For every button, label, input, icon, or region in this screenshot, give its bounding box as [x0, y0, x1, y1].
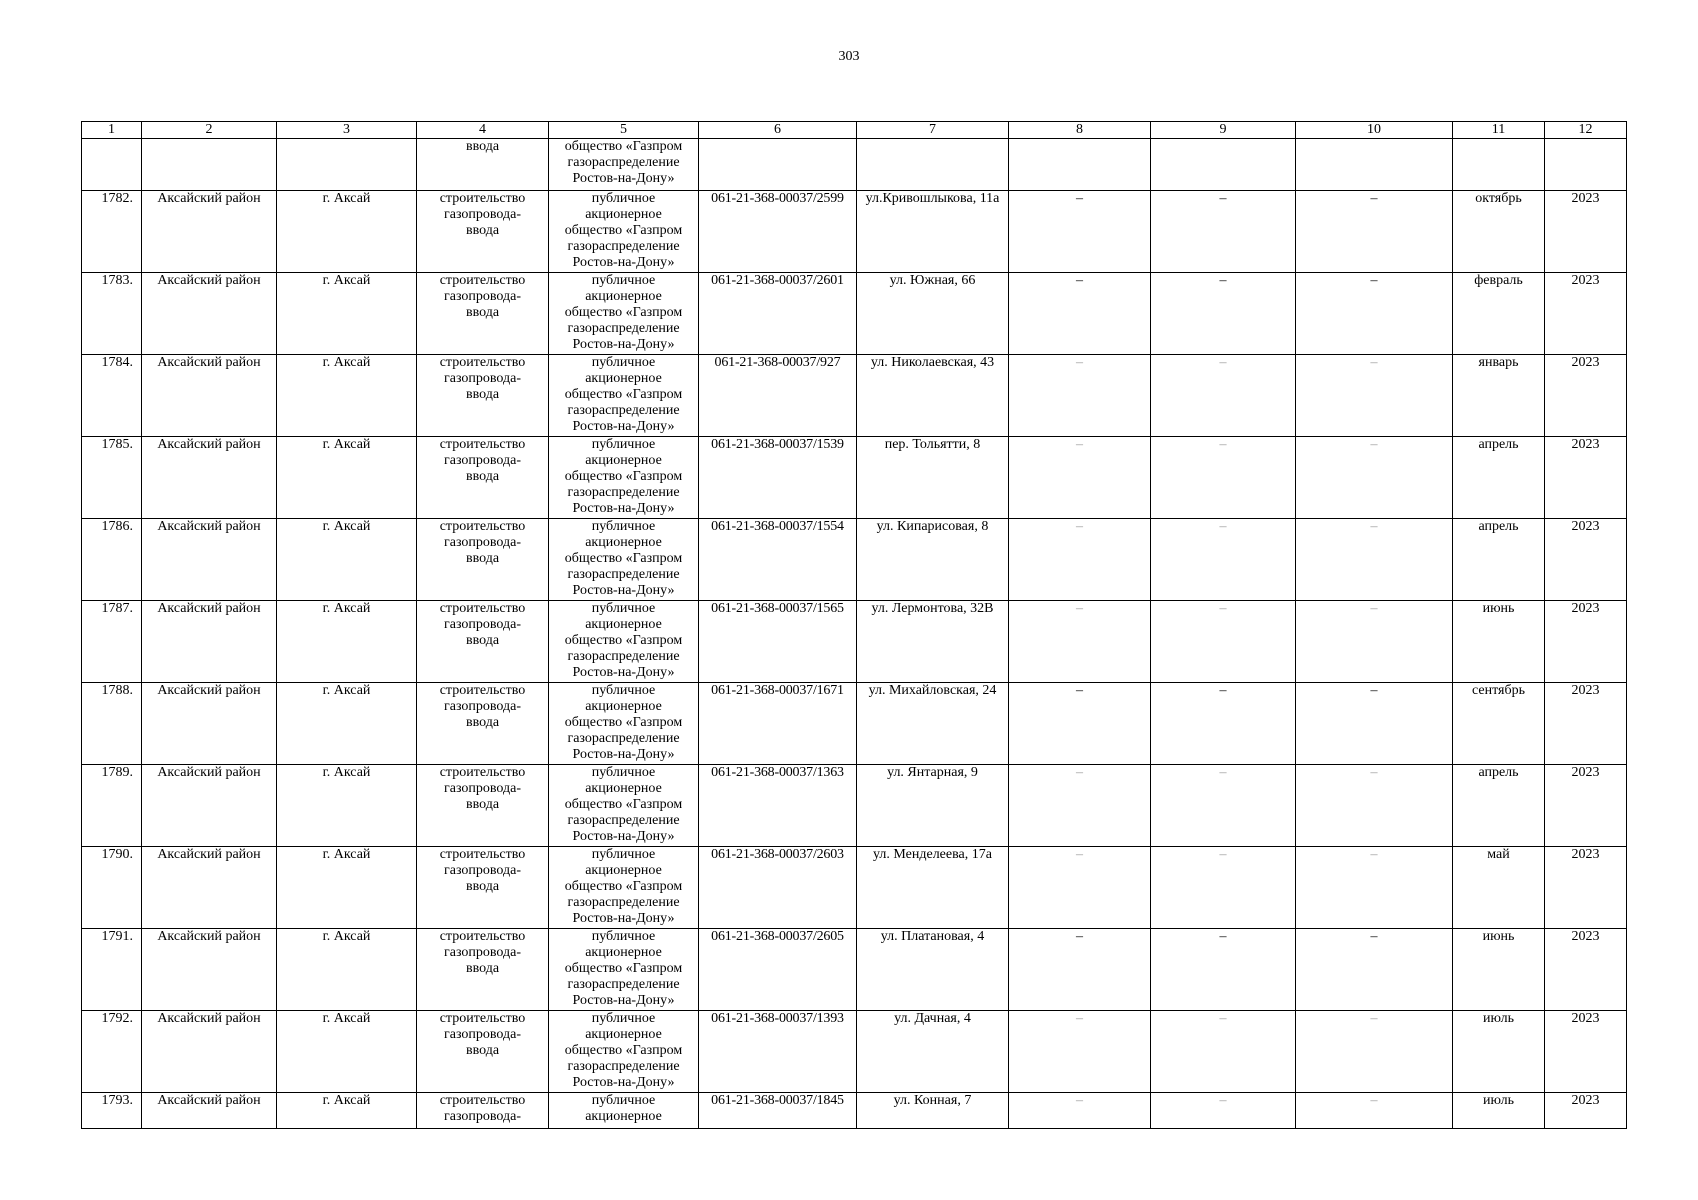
cell-dash: – — [1151, 929, 1296, 1011]
cell-organization — [549, 139, 699, 191]
work-type-line: строительство — [439, 601, 526, 616]
cell-organization — [549, 191, 699, 273]
cell-dash: – — [1296, 437, 1453, 519]
organization-line: Ростов-на-Дону» — [572, 665, 675, 680]
column-header: 2 — [142, 122, 277, 139]
cell-year: 2023 — [1545, 929, 1627, 1011]
organization-line: публичное — [591, 929, 656, 944]
cell-organization — [549, 437, 699, 519]
work-type-line: ввода — [465, 223, 500, 238]
organization-line: газораспределение — [567, 321, 680, 336]
organization-line: общество «Газпром — [564, 879, 683, 894]
organization-line: Ростов-на-Дону» — [572, 337, 675, 352]
cell-dash: – — [1151, 273, 1296, 355]
cell-year: 2023 — [1545, 601, 1627, 683]
organization-line: общество «Газпром — [564, 223, 683, 238]
work-type-line: ввода — [465, 551, 500, 566]
cell-permit-number: 061-21-368-00037/2605 — [699, 929, 857, 1011]
organization-line: акционерное — [585, 1109, 662, 1124]
cell-dash: – — [1009, 1093, 1151, 1129]
cell-permit-number: 061-21-368-00037/1554 — [699, 519, 857, 601]
cell-district: Аксайский район — [142, 355, 277, 437]
organization-line: газораспределение — [567, 895, 680, 910]
cell-organization — [549, 601, 699, 683]
table-row — [82, 683, 1627, 765]
cell-year: 2023 — [1545, 847, 1627, 929]
work-type-line: ввода — [465, 879, 500, 894]
work-type-line: строительство — [439, 683, 526, 698]
work-type-line: газопровода- — [443, 699, 521, 714]
cell-address: ул. Николаевская, 43 — [857, 355, 1009, 437]
cell-organization — [549, 1093, 699, 1129]
cell-year: 2023 — [1545, 765, 1627, 847]
page-number: 303 — [838, 49, 860, 64]
organization-line: газораспределение — [567, 155, 680, 170]
cell-dash: – — [1009, 601, 1151, 683]
organization-line: общество «Газпром — [564, 1043, 683, 1058]
organization-line: общество «Газпром — [564, 715, 683, 730]
cell-dash: – — [1296, 683, 1453, 765]
table-row — [82, 519, 1627, 601]
cell-address: ул. Менделеева, 17а — [857, 847, 1009, 929]
work-type-line: газопровода- — [443, 453, 521, 468]
organization-line: публичное — [591, 683, 656, 698]
table-row — [82, 191, 1627, 273]
cell-empty — [1009, 139, 1151, 191]
cell-month: май — [1453, 847, 1545, 929]
cell-work-type — [417, 139, 549, 191]
organization-line: акционерное — [585, 371, 662, 386]
organization-line: газораспределение — [567, 813, 680, 828]
cell-month: январь — [1453, 355, 1545, 437]
cell-district: Аксайский район — [142, 601, 277, 683]
organization-line: Ростов-на-Дону» — [572, 829, 675, 844]
cell-dash: – — [1009, 847, 1151, 929]
column-header: 1 — [82, 122, 142, 139]
organization-line: акционерное — [585, 781, 662, 796]
cell-month: апрель — [1453, 765, 1545, 847]
cell-dash: – — [1296, 847, 1453, 929]
cell-year: 2023 — [1545, 1093, 1627, 1129]
organization-line: публичное — [591, 355, 656, 370]
cell-address: ул. Лермонтова, 32В — [857, 601, 1009, 683]
organization-line: Ростов-на-Дону» — [572, 993, 675, 1008]
work-type-line: строительство — [439, 519, 526, 534]
cell-district: Аксайский район — [142, 437, 277, 519]
cell-work-type — [417, 765, 549, 847]
organization-line: газораспределение — [567, 485, 680, 500]
organization-line: Ростов-на-Дону» — [572, 583, 675, 598]
table-header — [82, 122, 1627, 139]
cell-city: г. Аксай — [277, 765, 417, 847]
cell-empty — [1151, 139, 1296, 191]
table-row — [82, 437, 1627, 519]
organization-line: общество «Газпром — [564, 469, 683, 484]
work-type-line: газопровода- — [443, 863, 521, 878]
organization-line: публичное — [591, 1011, 656, 1026]
cell-organization — [549, 683, 699, 765]
cell-month: апрель — [1453, 437, 1545, 519]
cell-organization — [549, 355, 699, 437]
cell-district: Аксайский район — [142, 765, 277, 847]
cell-district: Аксайский район — [142, 847, 277, 929]
cell-district: Аксайский район — [142, 519, 277, 601]
organization-line: газораспределение — [567, 1059, 680, 1074]
table-row — [82, 601, 1627, 683]
work-type-line: газопровода- — [443, 1027, 521, 1042]
table-row — [82, 765, 1627, 847]
cell-dash: – — [1009, 273, 1151, 355]
cell-permit-number: 061-21-368-00037/2603 — [699, 847, 857, 929]
cell-year: 2023 — [1545, 437, 1627, 519]
cell-city: г. Аксай — [277, 847, 417, 929]
cell-number: 1790. — [82, 847, 142, 929]
organization-line: Ростов-на-Дону» — [572, 419, 675, 434]
cell-organization — [549, 273, 699, 355]
cell-work-type — [417, 437, 549, 519]
work-type-line: ввода — [465, 1043, 500, 1058]
cell-address: ул. Михайловская, 24 — [857, 683, 1009, 765]
work-type-line: строительство — [439, 273, 526, 288]
cell-dash: – — [1296, 519, 1453, 601]
cell-city: г. Аксай — [277, 355, 417, 437]
cell-address: пер. Тольятти, 8 — [857, 437, 1009, 519]
cell-organization — [549, 929, 699, 1011]
cell-city: г. Аксай — [277, 683, 417, 765]
organization-line: акционерное — [585, 945, 662, 960]
cell-dash: – — [1009, 355, 1151, 437]
cell-dash: – — [1009, 437, 1151, 519]
column-header: 5 — [549, 122, 699, 139]
cell-year: 2023 — [1545, 191, 1627, 273]
cell-number: 1788. — [82, 683, 142, 765]
cell-work-type — [417, 1093, 549, 1129]
cell-district: Аксайский район — [142, 1011, 277, 1093]
table-row — [82, 929, 1627, 1011]
organization-line: акционерное — [585, 289, 662, 304]
cell-address: ул. Дачная, 4 — [857, 1011, 1009, 1093]
cell-number: 1792. — [82, 1011, 142, 1093]
cell-address: ул. Конная, 7 — [857, 1093, 1009, 1129]
organization-line: публичное — [591, 1093, 656, 1108]
work-type-line: ввода — [465, 305, 500, 320]
table-row — [82, 273, 1627, 355]
cell-dash: – — [1296, 1011, 1453, 1093]
cell-empty — [699, 139, 857, 191]
cell-year: 2023 — [1545, 1011, 1627, 1093]
cell-dash: – — [1296, 765, 1453, 847]
cell-month: июнь — [1453, 601, 1545, 683]
work-type-line: газопровода- — [443, 1109, 521, 1124]
table-row — [82, 355, 1627, 437]
cell-dash: – — [1151, 765, 1296, 847]
cell-address: ул. Южная, 66 — [857, 273, 1009, 355]
work-type-line: газопровода- — [443, 289, 521, 304]
register-table — [81, 121, 1627, 1129]
work-type-line: строительство — [439, 355, 526, 370]
cell-month: июнь — [1453, 929, 1545, 1011]
organization-line: Ростов-на-Дону» — [572, 501, 675, 516]
organization-line: Ростов-на-Дону» — [572, 1075, 675, 1090]
organization-line: публичное — [591, 437, 656, 452]
cell-permit-number: 061-21-368-00037/1845 — [699, 1093, 857, 1129]
cell-city: г. Аксай — [277, 437, 417, 519]
column-header: 12 — [1545, 122, 1627, 139]
cell-month: июль — [1453, 1093, 1545, 1129]
cell-permit-number: 061-21-368-00037/1671 — [699, 683, 857, 765]
cell-city: г. Аксай — [277, 1011, 417, 1093]
work-type-line: ввода — [465, 961, 500, 976]
work-type-line: газопровода- — [443, 207, 521, 222]
organization-line: публичное — [591, 273, 656, 288]
continuation-row — [82, 139, 1627, 191]
organization-line: акционерное — [585, 1027, 662, 1042]
work-type-line: строительство — [439, 929, 526, 944]
cell-district: Аксайский район — [142, 1093, 277, 1129]
cell-month: июль — [1453, 1011, 1545, 1093]
cell-dash: – — [1151, 191, 1296, 273]
cell-dash: – — [1151, 601, 1296, 683]
organization-line: общество «Газпром — [564, 305, 683, 320]
cell-year: 2023 — [1545, 683, 1627, 765]
work-type-line: строительство — [439, 765, 526, 780]
cell-dash: – — [1296, 355, 1453, 437]
work-type-line: строительство — [439, 191, 526, 206]
cell-month: апрель — [1453, 519, 1545, 601]
cell-year: 2023 — [1545, 519, 1627, 601]
cell-permit-number: 061-21-368-00037/1539 — [699, 437, 857, 519]
cell-dash: – — [1151, 847, 1296, 929]
cell-empty — [1453, 139, 1545, 191]
work-type-line: газопровода- — [443, 945, 521, 960]
organization-line: общество «Газпром — [564, 961, 683, 976]
cell-permit-number: 061-21-368-00037/927 — [699, 355, 857, 437]
organization-line: публичное — [591, 191, 656, 206]
cell-empty — [82, 139, 142, 191]
cell-organization — [549, 1011, 699, 1093]
cell-address: ул. Янтарная, 9 — [857, 765, 1009, 847]
column-header: 3 — [277, 122, 417, 139]
table-row — [82, 1011, 1627, 1093]
cell-organization — [549, 847, 699, 929]
work-type-line: ввода — [465, 715, 500, 730]
cell-number: 1789. — [82, 765, 142, 847]
work-type-line: строительство — [439, 847, 526, 862]
organization-line: акционерное — [585, 863, 662, 878]
cell-permit-number: 061-21-368-00037/2599 — [699, 191, 857, 273]
cell-number: 1783. — [82, 273, 142, 355]
work-type-line: ввода — [465, 797, 500, 812]
cell-dash: – — [1296, 929, 1453, 1011]
work-type-line: газопровода- — [443, 535, 521, 550]
organization-line: публичное — [591, 601, 656, 616]
cell-dash: – — [1009, 191, 1151, 273]
cell-empty — [142, 139, 277, 191]
cell-address: ул. Кипарисовая, 8 — [857, 519, 1009, 601]
organization-line: газораспределение — [567, 239, 680, 254]
organization-line: акционерное — [585, 617, 662, 632]
cell-number: 1791. — [82, 929, 142, 1011]
cell-number: 1787. — [82, 601, 142, 683]
organization-line: акционерное — [585, 699, 662, 714]
work-type-line: строительство — [439, 437, 526, 452]
work-type-line: ввода — [465, 139, 500, 154]
cell-organization — [549, 765, 699, 847]
cell-permit-number: 061-21-368-00037/1363 — [699, 765, 857, 847]
organization-line: газораспределение — [567, 403, 680, 418]
cell-city: г. Аксай — [277, 519, 417, 601]
cell-empty — [857, 139, 1009, 191]
work-type-line: строительство — [439, 1011, 526, 1026]
organization-line: общество «Газпром — [564, 387, 683, 402]
cell-work-type — [417, 929, 549, 1011]
cell-work-type — [417, 519, 549, 601]
column-header: 7 — [857, 122, 1009, 139]
cell-dash: – — [1009, 765, 1151, 847]
cell-work-type — [417, 847, 549, 929]
cell-work-type — [417, 355, 549, 437]
cell-permit-number: 061-21-368-00037/1565 — [699, 601, 857, 683]
column-header: 8 — [1009, 122, 1151, 139]
cell-address: ул.Кривошлыкова, 11а — [857, 191, 1009, 273]
cell-year: 2023 — [1545, 273, 1627, 355]
cell-work-type — [417, 683, 549, 765]
work-type-line: газопровода- — [443, 617, 521, 632]
organization-line: общество «Газпром — [564, 551, 683, 566]
organization-line: публичное — [591, 519, 656, 534]
organization-line: газораспределение — [567, 649, 680, 664]
organization-line: акционерное — [585, 207, 662, 222]
cell-dash: – — [1296, 1093, 1453, 1129]
cell-district: Аксайский район — [142, 683, 277, 765]
cell-dash: – — [1296, 191, 1453, 273]
work-type-line: газопровода- — [443, 371, 521, 386]
cell-empty — [1545, 139, 1627, 191]
cell-address: ул. Платановая, 4 — [857, 929, 1009, 1011]
cell-district: Аксайский район — [142, 191, 277, 273]
column-header: 4 — [417, 122, 549, 139]
cell-work-type — [417, 273, 549, 355]
organization-line: Ростов-на-Дону» — [572, 747, 675, 762]
cell-month: октябрь — [1453, 191, 1545, 273]
cell-dash: – — [1151, 683, 1296, 765]
cell-dash: – — [1009, 1011, 1151, 1093]
cell-district: Аксайский район — [142, 929, 277, 1011]
cell-dash: – — [1151, 1011, 1296, 1093]
organization-line: Ростов-на-Дону» — [572, 911, 675, 926]
cell-number: 1782. — [82, 191, 142, 273]
column-header: 6 — [699, 122, 857, 139]
cell-permit-number: 061-21-368-00037/1393 — [699, 1011, 857, 1093]
organization-line: общество «Газпром — [564, 797, 683, 812]
cell-number: 1785. — [82, 437, 142, 519]
cell-city: г. Аксай — [277, 601, 417, 683]
cell-dash: – — [1296, 601, 1453, 683]
cell-dash: – — [1151, 519, 1296, 601]
cell-city: г. Аксай — [277, 191, 417, 273]
cell-dash: – — [1009, 519, 1151, 601]
cell-city: г. Аксай — [277, 929, 417, 1011]
column-header: 9 — [1151, 122, 1296, 139]
cell-number: 1793. — [82, 1093, 142, 1129]
organization-line: общество «Газпром — [564, 633, 683, 648]
cell-dash: – — [1151, 437, 1296, 519]
cell-year: 2023 — [1545, 355, 1627, 437]
cell-work-type — [417, 191, 549, 273]
cell-number: 1786. — [82, 519, 142, 601]
cell-dash: – — [1009, 683, 1151, 765]
cell-work-type — [417, 601, 549, 683]
work-type-line: ввода — [465, 469, 500, 484]
table-row — [82, 1093, 1627, 1129]
organization-line: акционерное — [585, 453, 662, 468]
organization-line: общество «Газпром — [564, 139, 683, 154]
column-header: 11 — [1453, 122, 1545, 139]
cell-dash: – — [1009, 929, 1151, 1011]
organization-line: акционерное — [585, 535, 662, 550]
cell-district: Аксайский район — [142, 273, 277, 355]
cell-permit-number: 061-21-368-00037/2601 — [699, 273, 857, 355]
cell-month: февраль — [1453, 273, 1545, 355]
cell-number: 1784. — [82, 355, 142, 437]
cell-empty — [1296, 139, 1453, 191]
organization-line: газораспределение — [567, 731, 680, 746]
table-row — [82, 847, 1627, 929]
work-type-line: газопровода- — [443, 781, 521, 796]
organization-line: публичное — [591, 765, 656, 780]
organization-line: газораспределение — [567, 567, 680, 582]
cell-dash: – — [1296, 273, 1453, 355]
cell-dash: – — [1151, 355, 1296, 437]
organization-line: публичное — [591, 847, 656, 862]
cell-organization — [549, 519, 699, 601]
cell-work-type — [417, 1011, 549, 1093]
cell-month: сентябрь — [1453, 683, 1545, 765]
cell-city: г. Аксай — [277, 1093, 417, 1129]
organization-line: Ростов-на-Дону» — [572, 255, 675, 270]
work-type-line: ввода — [465, 387, 500, 402]
cell-city: г. Аксай — [277, 273, 417, 355]
work-type-line: строительство — [439, 1093, 526, 1108]
cell-dash: – — [1151, 1093, 1296, 1129]
work-type-line: ввода — [465, 633, 500, 648]
cell-empty — [277, 139, 417, 191]
organization-line: Ростов-на-Дону» — [572, 171, 675, 186]
column-header: 10 — [1296, 122, 1453, 139]
organization-line: газораспределение — [567, 977, 680, 992]
